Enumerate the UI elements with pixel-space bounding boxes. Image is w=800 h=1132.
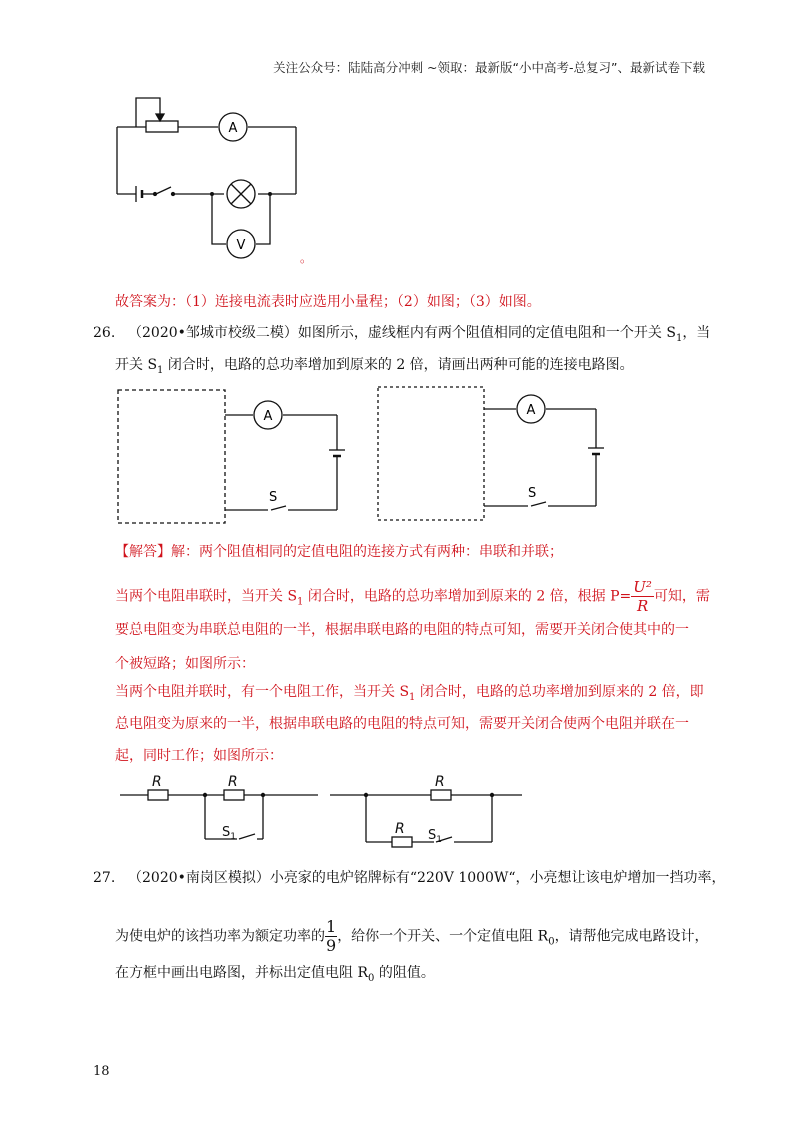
question-26-line2: 开关 $S_1$ 闭合时，电路的总功率增加到原来的 2 倍，请画出两种可能的连接电路图。: [115, 357, 634, 376]
solution-26-line7: 起，同时工作；如图所示：: [115, 748, 283, 764]
solution-26-line4: 个被短路；如图所示：: [115, 656, 255, 672]
question-27-line1: （2020•南岗区模拟）小亮家的电炉铭牌标有“220V 1000W“，小亮想让该电炉增加一挡功率，: [128, 870, 726, 886]
answer-25: 故答案为：（1）连接电流表时应选用小量程；（2）如图；（3）如图。: [115, 294, 541, 310]
voltmeter-icon: [227, 230, 255, 258]
circuit-figure-26: [0, 380, 800, 530]
ammeter-icon: [517, 395, 545, 423]
fraction-one-ninth: $\frac{1}{9}$: [326, 917, 337, 955]
switch-label: S: [269, 490, 278, 505]
svg-text:A: A: [526, 403, 536, 418]
junction-dot: [210, 192, 214, 196]
resistor-label: R: [395, 821, 405, 837]
junction-dot: [268, 192, 272, 196]
question-27-line3: 在方框中画出电路图，并标出定值电阻 $R_0$ 的阻值。: [115, 965, 435, 984]
ammeter-icon: [254, 401, 282, 429]
solution-26-line2: 当两个电阻串联时，当开关 $S_1$ 闭合时，电路的总功率增加到原来的 2 倍，根据 P= $\frac{\text{U²}}{R}$ 可知，需: [115, 578, 710, 615]
junction-dot: [261, 793, 265, 797]
question-number-27: 27.: [93, 870, 116, 886]
switch-label: S: [528, 486, 537, 501]
solution-26-line3: 要总电阻变为串联总电阻的一半，根据串联电路的电阻的特点可知，需要开关闭合使其中的一: [115, 622, 689, 638]
ammeter-icon: [219, 113, 247, 141]
resistor-label: R: [152, 774, 162, 790]
switch-label: $S_1$: [428, 828, 442, 845]
question-26-line1: （2020•邹城市校级二模）如图所示，虚线框内有两个阻值相同的定值电阻和一个开关 $S_1$，当: [128, 325, 711, 344]
trailing-mark: 。: [300, 251, 313, 265]
solution-26-line6: 总电阻变为原来的一半，根据串联电路的电阻的特点可知，需要开关闭合使两个电阻并联在一: [115, 716, 689, 732]
dashed-box-left: [118, 390, 225, 523]
junction-dot: [364, 793, 368, 797]
svg-text:V: V: [236, 238, 246, 253]
bulb-icon: [227, 180, 255, 208]
page-number: 18: [93, 1064, 110, 1079]
svg-text:A: A: [228, 121, 238, 136]
question-27-line2: 为使电炉的该挡功率为额定功率的 $\frac{1}{9}$ ，给你一个开关、一个定值电阻 $R_0$，请帮他完成电路设计，: [115, 917, 709, 955]
svg-text:A: A: [263, 409, 273, 424]
dashed-box-right: [378, 387, 484, 520]
answer-circuits-figure: [0, 770, 800, 850]
page-header: 关注公众号：陆陆高分冲刺 ~领取：最新版“小中高考-总复习”、最新试卷下载: [273, 60, 705, 75]
junction-dot: [203, 793, 207, 797]
solution-26-line1: 【解答】解：两个阻值相同的定值电阻的连接方式有两种：串联和并联；: [115, 544, 563, 560]
solution-26-line5: 当两个电阻并联时，有一个电阻工作，当开关 $S_1$ 闭合时，电路的总功率增加到原来的 2 倍，即: [115, 684, 704, 703]
power-formula: $\frac{\text{U²}}{R}$: [633, 578, 652, 615]
circuit-figure-25: [0, 0, 800, 280]
switch-label: $S_1$: [222, 825, 236, 842]
question-number-26: 26.: [93, 325, 116, 341]
resistor-label: R: [435, 774, 445, 790]
junction-dot: [490, 793, 494, 797]
resistor-label: R: [228, 774, 238, 790]
